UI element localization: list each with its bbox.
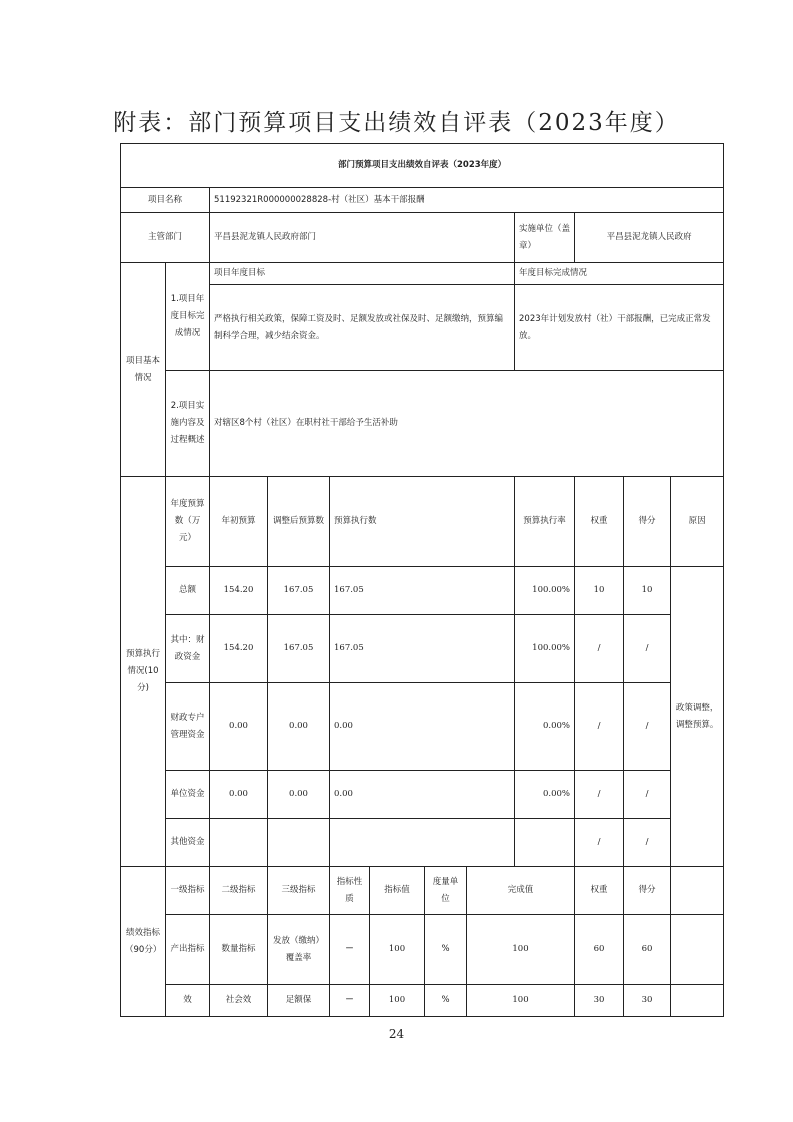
table-row — [121, 567, 724, 615]
adjusted-budget-header: 调整后预算数 — [268, 477, 330, 567]
budget-rate: 100.00% — [515, 567, 575, 615]
reason-header: 原因 — [671, 477, 724, 567]
initial-budget-header: 年初预算 — [210, 477, 268, 567]
budget-score: / — [624, 683, 671, 771]
dept-value: 平昌县泥龙镇人民政府部门 — [210, 213, 515, 263]
goal-completion-label: 1.项目年度目标完成情况 — [166, 263, 210, 371]
empty-cell — [671, 985, 724, 1017]
unit-header: 度量单位 — [425, 867, 467, 915]
budget-score: 10 — [624, 567, 671, 615]
perf-score-value: 30 — [624, 985, 671, 1017]
level1-value: 效 — [166, 985, 210, 1017]
budget-rate: 0.00% — [515, 771, 575, 819]
table-row — [121, 915, 724, 985]
nature-value: － — [330, 985, 370, 1017]
budget-weight: / — [575, 615, 624, 683]
budget-row-label: 财政专户管理资金 — [166, 683, 210, 771]
budget-weight: / — [575, 683, 624, 771]
perf-score-value: 60 — [624, 915, 671, 985]
budget-adjusted: 0.00 — [268, 683, 330, 771]
executed-budget-header: 预算执行数 — [330, 477, 515, 567]
budget-rate: 0.00% — [515, 683, 575, 771]
budget-adjusted: 167.05 — [268, 567, 330, 615]
budget-adjusted: 167.05 — [268, 615, 330, 683]
table-title: 部门预算项目支出绩效自评表（2023年度） — [121, 144, 724, 188]
budget-executed: 167.05 — [330, 615, 515, 683]
budget-executed — [330, 819, 515, 867]
budget-initial: 0.00 — [210, 771, 268, 819]
nature-header: 指标性质 — [330, 867, 370, 915]
goal-header: 项目年度目标 — [210, 263, 515, 285]
budget-row-label: 其他资金 — [166, 819, 210, 867]
budget-initial: 154.20 — [210, 567, 268, 615]
budget-adjusted: 0.00 — [268, 771, 330, 819]
level3-value: 发放（缴纳）覆盖率 — [268, 915, 330, 985]
perf-weight-value: 30 — [575, 985, 624, 1017]
table-row — [121, 683, 724, 771]
level1-header: 一级指标 — [166, 867, 210, 915]
level3-header: 三级指标 — [268, 867, 330, 915]
impl-unit-label: 实施单位（盖章） — [515, 213, 575, 263]
performance-section-label: 绩效指标（90分） — [121, 867, 166, 1017]
budget-rate: 100.00% — [515, 615, 575, 683]
content-text: 对辖区8个村（社区）在职村社干部给予生活补助 — [210, 371, 724, 477]
budget-weight: 10 — [575, 567, 624, 615]
annual-budget-header: 年度预算数（万元） — [166, 477, 210, 567]
project-name-value: 51192321R000000028828-村（社区）基本干部报酬 — [210, 188, 724, 213]
project-name-label: 项目名称 — [121, 188, 210, 213]
dept-label: 主管部门 — [121, 213, 210, 263]
perf-score-header: 得分 — [624, 867, 671, 915]
budget-weight: / — [575, 819, 624, 867]
budget-row-label: 单位资金 — [166, 771, 210, 819]
budget-score: / — [624, 819, 671, 867]
table-row — [121, 985, 724, 1017]
budget-executed: 0.00 — [330, 771, 515, 819]
table-row — [121, 771, 724, 819]
budget-initial — [210, 819, 268, 867]
weight-header: 权重 — [575, 477, 624, 567]
level1-value: 产出指标 — [166, 915, 210, 985]
perf-weight-value: 60 — [575, 915, 624, 985]
page-number: 24 — [388, 1027, 405, 1041]
budget-score: / — [624, 615, 671, 683]
budget-initial: 0.00 — [210, 683, 268, 771]
budget-row-label: 其中：财政资金 — [166, 615, 210, 683]
table-row — [121, 615, 724, 683]
unit-value: % — [425, 985, 467, 1017]
budget-row-label: 总额 — [166, 567, 210, 615]
level2-value: 数量指标 — [210, 915, 268, 985]
budget-executed: 167.05 — [330, 567, 515, 615]
budget-rate — [515, 819, 575, 867]
empty-cell — [671, 867, 724, 915]
impl-unit-value: 平昌县泥龙镇人民政府 — [575, 213, 724, 263]
self-evaluation-table — [120, 143, 724, 1017]
completion-header: 年度目标完成情况 — [515, 263, 724, 285]
budget-adjusted — [268, 819, 330, 867]
budget-executed: 0.00 — [330, 683, 515, 771]
score-header: 得分 — [624, 477, 671, 567]
execution-rate-header: 预算执行率 — [515, 477, 575, 567]
page-heading: 附表：部门预算项目支出绩效自评表（2023年度） — [113, 110, 680, 136]
perf-weight-header: 权重 — [575, 867, 624, 915]
level2-header: 二级指标 — [210, 867, 268, 915]
goal-text: 严格执行相关政策，保障工资及时、足额发放或社保及时、足额缴纳，预算编制科学合理，减少结余资金。 — [210, 285, 515, 371]
level2-value: 社会效 — [210, 985, 268, 1017]
empty-cell — [671, 915, 724, 985]
basic-section-label: 项目基本情况 — [121, 263, 166, 477]
level3-value: 足额保 — [268, 985, 330, 1017]
actual-value: 100 — [467, 915, 575, 985]
actual-header: 完成值 — [467, 867, 575, 915]
budget-section-label: 预算执行情况(10分) — [121, 477, 166, 867]
budget-reason: 政策调整，调整预算。 — [671, 567, 724, 867]
budget-score: / — [624, 771, 671, 819]
content-label: 2.项目实施内容及过程概述 — [166, 371, 210, 477]
indicator-value: 100 — [370, 985, 425, 1017]
completion-text: 2023年计划发放村（社）干部报酬，已完成正常发放。 — [515, 285, 724, 371]
nature-value: － — [330, 915, 370, 985]
actual-value: 100 — [467, 985, 575, 1017]
budget-weight: / — [575, 771, 624, 819]
unit-value: % — [425, 915, 467, 985]
value-header: 指标值 — [370, 867, 425, 915]
indicator-value: 100 — [370, 915, 425, 985]
budget-initial: 154.20 — [210, 615, 268, 683]
table-row — [121, 819, 724, 867]
